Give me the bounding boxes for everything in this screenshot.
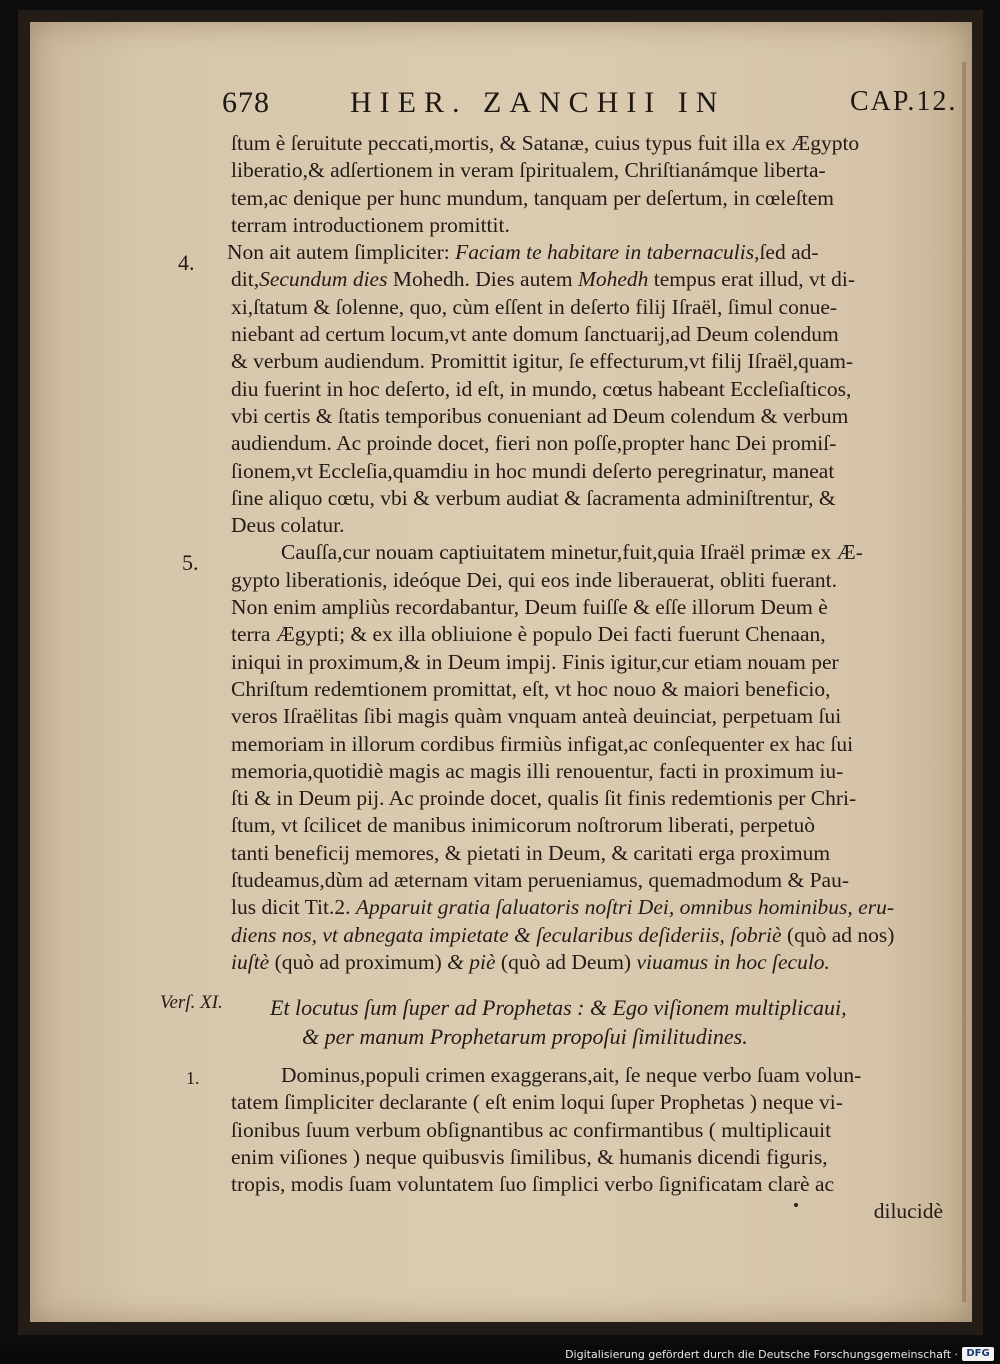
text-line: diu fuerint in hoc deſerto, id eſt, in mundo, cœtus habeant Eccleſiaſticos,: [231, 376, 852, 401]
text-line: tatem ſimpliciter declarante ( eſt enim loqui ſuper Prophetas ) neque vi-: [231, 1090, 843, 1115]
text-line: terram introductionem promittit.: [231, 212, 510, 237]
text-line: audiendum. Ac proinde docet, fieri non poſſe,propter hanc Dei promiſ-: [231, 431, 837, 456]
footer-bar: [0, 1345, 1000, 1364]
text-line: liberatio,& adſertionem in veram ſpiritualem, Chriſtianámque liberta-: [231, 158, 826, 183]
text-line: enim viſiones ) neque quibusvis ſimilibus, & humanis dicendi figuris,: [231, 1144, 828, 1169]
para4-quote: Secundum dies: [259, 267, 388, 292]
text-line: tropis, modis ſuam voluntatem ſuo ſimplici verbo ſignificatam clarè ac: [231, 1172, 835, 1197]
text-line: & verbum audiendum. Promittit igitur, ſe effecturum,vt filij Iſraël,quam-: [231, 349, 854, 374]
margin-number-4: 4.: [178, 250, 195, 275]
main-text-block: [227, 130, 943, 976]
scripture-quote: viuamus in hoc ſeculo.: [636, 949, 830, 974]
text-line: ſine aliquo cœtu, vbi & verbum audiat & ſacramenta adminiſtrentur, &: [231, 485, 836, 510]
text-line: ſtum è ſeruitute peccati,mortis, & Satanæ, cuius typus fuit illa ex Ægypto: [231, 131, 860, 155]
text-line: memoriam in illorum cordibus firmiùs infigat,ac conſequenter ex hac ſui: [231, 731, 854, 756]
para4-text: ,ſed ad-: [754, 240, 819, 265]
margin-number-1: 1.: [186, 1068, 200, 1088]
para4-quote: Mohedh: [577, 267, 649, 292]
text-line: ſtum, vt ſcilicet de manibus inimicorum noſtrorum liberati, perpetuò: [231, 813, 815, 838]
text-line: vbi certis & ſtatis temporibus conueniant ad Deum colendum & verbum: [231, 403, 849, 428]
text-line: memoria,quotidiè magis ac magis illi renouentur, facti in proximum iu-: [231, 758, 844, 783]
text-line: ſionibus ſuum verbum obſignantibus ac confirmantibus ( multiplicauit: [231, 1117, 832, 1142]
scripture-quote: Apparuit gratia ſaluatoris noſtri Dei, omnibus hominibus, eru-: [355, 895, 894, 920]
ink-dot: [794, 1203, 798, 1207]
footer-text: Digitalisierung gefördert durch die Deutsche Forschungsgemeinschaft ·: [565, 1348, 958, 1361]
text-line: veros Iſraëlitas ſibi magis quàm vnquam anteà deuinciat, perpetuam ſui: [231, 704, 842, 729]
text-line: niebant ad certum locum,vt ante domum ſanctuarij,ad Deum colendum: [231, 322, 839, 347]
para4-second-line: [231, 266, 943, 293]
text-line: Cauſſa,cur nouam captiuitatem minetur,fuit,quia Iſraël primæ ex Æ-: [281, 540, 863, 565]
text-line: Deus colatur.: [231, 513, 345, 538]
text-line: terra Ægypti; & ex illa obliuione è populo Dei facti fuerunt Chenaan,: [231, 622, 826, 647]
page-edge: [962, 62, 966, 1302]
para4-text: tempus erat illud, vt di-: [648, 267, 855, 292]
para5-text: (quò ad nos): [781, 922, 895, 947]
scripture-line: [231, 894, 943, 921]
text-line: xi,ſtatum & ſolenne, quo, cùm eſſent in deſerto filij Iſraël, ſimul conue-: [231, 294, 838, 319]
text-line: ſtudeamus,dùm ad æternam vitam perueniamus, quemadmodum & Pau-: [231, 868, 849, 893]
page-header: [200, 86, 960, 126]
verse-heading: [270, 993, 960, 1051]
text-line: Chriſtum redemtionem promittat, eſt, vt hoc nouo & maiori beneficio,: [231, 676, 831, 701]
text-line: Dominus,populi crimen exaggerans,ait, ſe neque verbo ſuam volun-: [281, 1063, 862, 1087]
scripture-quote: & piè: [447, 949, 496, 974]
scripture-line: [231, 949, 943, 976]
verse-line-1: Et locutus ſum ſuper ad Prophetas : & Ego viſionem multiplicaui,: [270, 995, 847, 1020]
page-number: 678: [222, 86, 270, 119]
para5-text: (quò ad Deum): [495, 949, 637, 974]
scripture-quote: diens nos, vt abnegata impietate & ſecularibus deſideriis, ſobriè: [231, 922, 782, 947]
verse-line-2: & per manum Prophetarum propoſui ſimilitudines.: [302, 1024, 748, 1049]
verse-marker: Verſ. XI.: [160, 992, 223, 1013]
para4-text: dit,: [231, 267, 260, 292]
para4-quote: Faciam te habitare in tabernaculis: [455, 240, 755, 265]
running-title: HIER. ZANCHII IN: [350, 86, 726, 119]
scripture-quote: iuſtè: [231, 949, 270, 974]
commentary-block: [231, 1062, 943, 1226]
para5-text: (quò ad proximum): [269, 949, 448, 974]
catchword: dilucidè: [873, 1199, 943, 1224]
chapter-label: CAP.12.: [850, 86, 958, 117]
scripture-line: [231, 922, 943, 949]
text-line: tanti beneficij memores, & pietati in Deum, & caritati erga proximum: [231, 840, 831, 865]
text-line: ſionem,vt Eccleſia,quamdiu in hoc mundi deſerto peregrinatur, maneat: [231, 458, 835, 483]
text-line: tem,ac denique per hunc mundum, tanquam per deſertum, in cœleſtem: [231, 185, 834, 210]
dfg-logo: DFG: [962, 1347, 994, 1361]
para4-text: Non ait autem ſimpliciter:: [227, 240, 456, 265]
margin-number-5: 5.: [182, 550, 199, 575]
para5-text: lus dicit Tit.2.: [231, 895, 356, 920]
text-line: ſti & in Deum pij. Ac proinde docet, qualis ſit finis redemtionis per Chri-: [231, 786, 857, 811]
para4-text: Mohedh. Dies autem: [387, 267, 578, 292]
text-line: gypto liberationis, ideóque Dei, qui eos inde liberauerat, obliti fuerant.: [231, 567, 838, 592]
para4-first-line: [227, 239, 943, 266]
text-line: iniqui in proximum,& in Deum impij. Finis igitur,cur etiam nouam per: [231, 649, 839, 674]
text-line: Non enim ampliùs recordabantur, Deum fuiſſe & eſſe illorum Deum è: [231, 595, 828, 620]
